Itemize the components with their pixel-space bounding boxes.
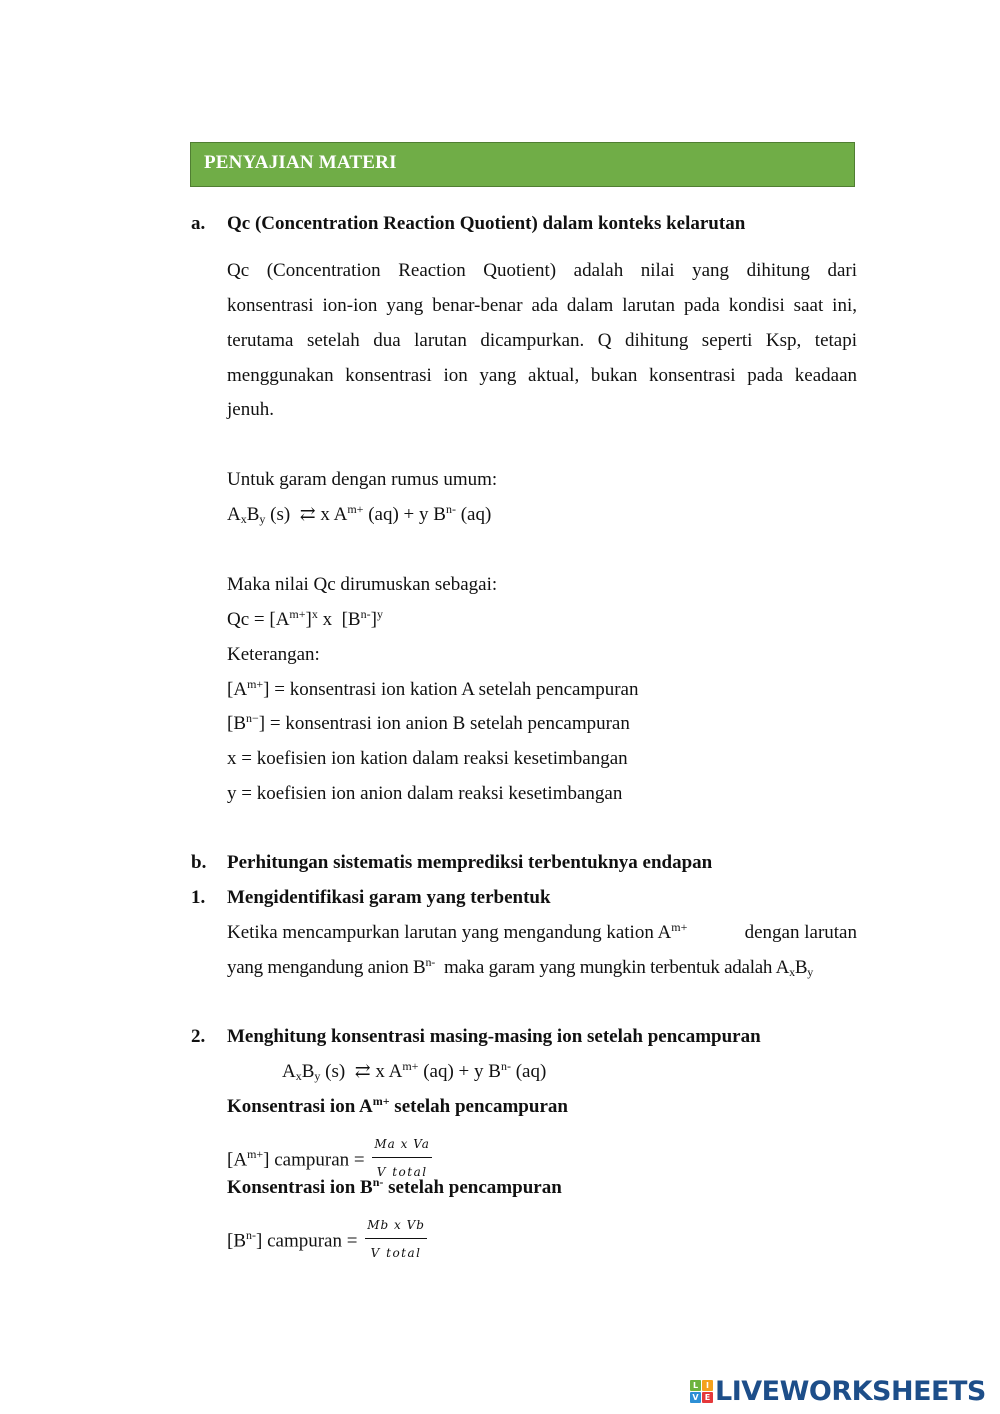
text-fragment: Ma x Va (372, 1132, 432, 1158)
text-fragment: [A (227, 679, 248, 700)
text-fragment: A (333, 504, 348, 525)
text-fragment: (aq) + y (368, 504, 429, 525)
text-fragment: ] campuran = (256, 1230, 363, 1252)
text-fragment: m+ (347, 502, 364, 516)
text-fragment: n- (500, 1059, 511, 1073)
text-fragment: Ketika mencampurkan larutan yang mengandung kation A (227, 922, 672, 943)
text-fragment: y (259, 512, 266, 526)
text-fragment: y (314, 1069, 321, 1083)
text-fragment: ] campuran = (263, 1149, 370, 1171)
legend-item (227, 678, 639, 702)
qc-formula (227, 608, 383, 632)
text-fragment: setelah pencampuran (389, 1096, 568, 1117)
text-fragment: B (488, 1061, 501, 1082)
paragraph-line: konsentrasi ion-ion yang benar-benar ada dalam larutan pada kondisi saat ini, (227, 295, 857, 316)
dissolution-reaction-repeat (282, 1060, 546, 1084)
text-fragment: n- (246, 1228, 256, 1243)
text-fragment: B (246, 504, 260, 525)
equilibrium-arrow-icon: ⇄ (354, 1061, 371, 1082)
text-fragment: [B (227, 1230, 246, 1252)
section-a-marker: a. (191, 213, 206, 234)
text-fragment: (aq) (460, 504, 492, 525)
text-fragment: A (282, 1061, 296, 1082)
section-b-heading: Perhitungan sistematis memprediksi terbentuknya endapan (227, 852, 713, 873)
text-fragment: m+ (372, 1094, 390, 1108)
text-fragment: V total (370, 1246, 422, 1260)
legend-label: Keterangan: (227, 644, 320, 665)
text-fragment: (aq) + y (423, 1061, 484, 1082)
text-fragment: x [B (317, 609, 361, 630)
step-2-heading: Menghitung konsentrasi masing-masing ion setelah pencampuran (227, 1026, 761, 1047)
text-fragment: B (794, 957, 808, 978)
logo-square-v: V (690, 1392, 701, 1403)
text-fragment: n- (360, 607, 371, 621)
step-2-marker: 2. (191, 1026, 206, 1047)
text-fragment: Konsentrasi ion B (227, 1177, 373, 1198)
text-fragment: A (227, 504, 241, 525)
text-fragment: = koefisien ion anion dalam reaksi kesetimbangan (236, 783, 623, 804)
text-fragment: dengan larutan (735, 922, 857, 943)
text-fragment: B (301, 1061, 315, 1082)
paragraph-line: terutama setelah dua larutan dicampurkan. Q dihitung seperti Ksp, tetapi (227, 330, 857, 351)
text-fragment: A (388, 1061, 403, 1082)
text-fragment: m+ (247, 677, 264, 691)
text-fragment: x (240, 512, 247, 526)
logo-square-l: L (690, 1380, 701, 1391)
text-fragment: ] (305, 609, 312, 630)
text-fragment: n- (372, 1175, 384, 1189)
section-header-title: PENYAJIAN MATERI (204, 152, 397, 173)
text-fragment: n− (246, 711, 259, 725)
text-fragment: m+ (671, 920, 688, 934)
text-fragment: y (376, 607, 383, 621)
legend-item (227, 782, 622, 806)
legend-item (227, 747, 628, 771)
text-fragment: (aq) (515, 1061, 547, 1082)
text-fragment: (s) (325, 1061, 346, 1082)
text-fragment: m+ (247, 1147, 264, 1162)
liveworksheets-logo[interactable] (690, 1374, 986, 1408)
legend-item (227, 712, 630, 736)
step-1-text-line (227, 956, 813, 980)
text-fragment: m+ (402, 1059, 419, 1073)
text-fragment: V total (376, 1165, 428, 1179)
paragraph-line: jenuh. (227, 399, 274, 420)
logo-square-i: I (702, 1380, 713, 1391)
text-fragment: y (227, 783, 237, 804)
qc-intro: Maka nilai Qc dirumuskan sebagai: (227, 574, 498, 595)
text-fragment: B (433, 504, 446, 525)
text-fragment: Konsentrasi ion A (227, 1096, 373, 1117)
paragraph-line: menggunakan konsentrasi ion yang aktual, bukan konsentrasi pada keadaan (227, 365, 857, 386)
text-fragment: x (375, 1061, 385, 1082)
paragraph-line: Qc (Concentration Reaction Quotient) adalah nilai yang dihitung dari (227, 260, 857, 281)
equilibrium-arrow-icon: ⇄ (299, 504, 316, 525)
anion-concentration-heading (227, 1176, 562, 1200)
text-fragment: n- (425, 955, 435, 969)
text-fragment: Qc = [A (227, 609, 290, 630)
anion-concentration-formula (227, 1216, 427, 1268)
cation-concentration-heading (227, 1095, 568, 1119)
text-fragment: x (789, 965, 795, 979)
formula-intro: Untuk garam dengan rumus umum: (227, 469, 498, 490)
text-fragment: y (807, 965, 814, 979)
text-fragment: x (320, 504, 330, 525)
step-1-marker: 1. (191, 887, 206, 908)
text-fragment: yang mengandung anion B (227, 957, 426, 978)
step-1-text-line (227, 921, 857, 945)
text-fragment: [A (227, 1149, 248, 1171)
text-fragment: maka garam yang mungkin terbentuk adalah A (434, 957, 790, 978)
section-a-heading: Qc (Concentration Reaction Quotient) dalam konteks kelarutan (227, 213, 746, 234)
dissolution-reaction (227, 503, 491, 527)
text-fragment: Mb x Vb (365, 1213, 427, 1239)
text-fragment: x (311, 607, 318, 621)
anion-fraction (365, 1213, 427, 1265)
text-fragment: [B (227, 713, 246, 734)
text-fragment: = koefisien ion kation dalam reaksi kesetimbangan (236, 748, 628, 769)
text-fragment: m+ (289, 607, 306, 621)
text-fragment: ] (370, 609, 377, 630)
text-fragment: x (295, 1069, 302, 1083)
section-header-bar (190, 142, 855, 187)
section-b-marker: b. (191, 852, 207, 873)
logo-text: LIVEWORKSHEETS (715, 1375, 986, 1407)
text-fragment: x (227, 748, 237, 769)
logo-squares-icon (690, 1380, 713, 1403)
text-fragment: setelah pencampuran (383, 1177, 562, 1198)
text-fragment: ] = konsentrasi ion anion B setelah pencampuran (258, 713, 630, 734)
text-fragment: (s) (270, 504, 291, 525)
step-1-heading: Mengidentifikasi garam yang terbentuk (227, 887, 551, 908)
text-fragment: ] = konsentrasi ion kation A setelah pencampuran (263, 679, 639, 700)
logo-square-e: E (702, 1392, 713, 1403)
text-fragment: n- (445, 502, 456, 516)
